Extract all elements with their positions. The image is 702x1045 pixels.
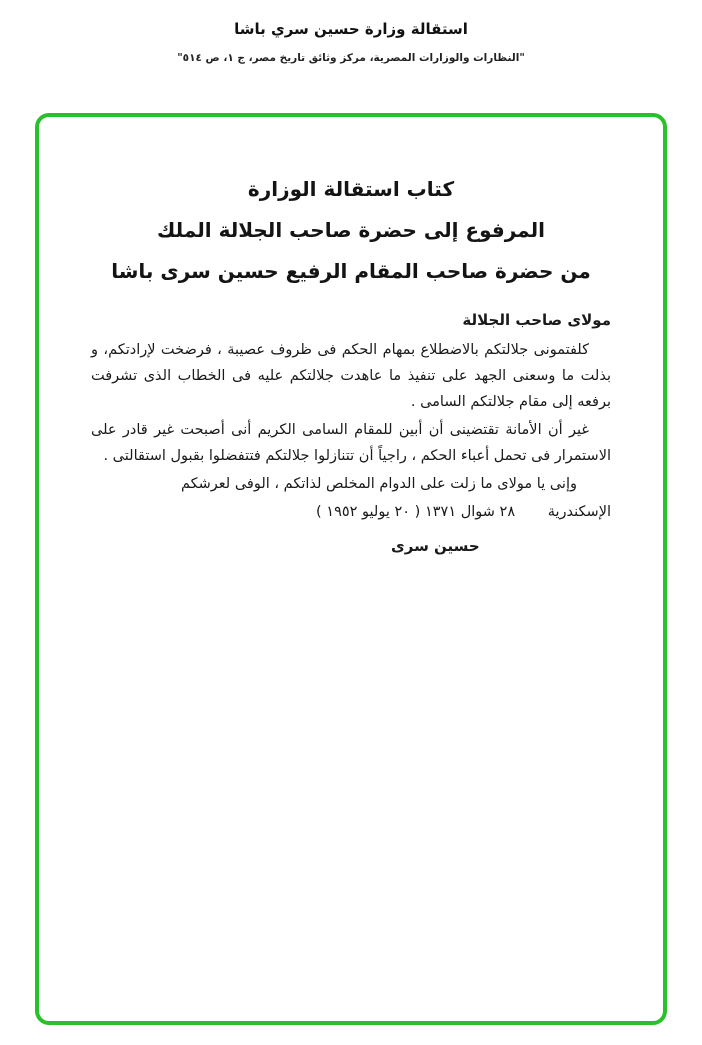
letter-headings [91,169,611,291]
letter-paragraph-2: غير أن الأمانة تقتضينى أن أبين للمقام السامى الكريم أنى أصبحت غير قادر على الاستمرار فى تحمل أعباء الحكم ، راجياً أن تتنازلوا جلالتكم فتتفضلوا بقبول استقالتى . [91,422,611,464]
letter-place: الإسكندرية [547,504,611,520]
letter-date: ٢٨ شوال ١٣٧١ ( ٢٠ يوليو ١٩٥٢ ) [316,504,516,520]
letter-signature: حسين سرى [391,537,480,555]
document-title: استقالة وزارة حسين سري باشا [234,20,468,38]
letter-content [39,117,663,559]
letter-body [91,307,611,559]
letter-salutation: مولاى صاحب الجلالة [462,311,611,329]
green-border-frame [35,113,667,1025]
letter-closing-line: وإنى يا مولاى ما زلت على الدوام المخلص لذاتكم ، الوفى لعرشكم [181,476,577,492]
page-header [0,0,702,64]
letter-heading-line-1: كتاب استقالة الوزارة [247,177,455,201]
letter-heading-line-3: من حضرة صاحب المقام الرفيع حسين سرى باشا [111,259,591,283]
letter-date-line [91,499,611,525]
document-source-citation: "النظارات والوزارات المصرية، مركز وثائق تاريخ مصر، ج ١، ص ٥١٤" [177,52,525,64]
letter-heading-line-2: المرفوع إلى حضرة صاحب الجلالة الملك [157,218,545,242]
letter-paragraph-1: كلفتمونى جلالتكم بالاضطلاع بمهام الحكم فى ظروف عصيبة ، فرضخت لإرادتكم، و بذلت ما وسعنى الجهد على تنفيذ ما عاهدت جلالتكم عليه فى الخطاب الذى تشرفت برفعه إلى مقام جلالتكم السامى . [91,342,611,410]
